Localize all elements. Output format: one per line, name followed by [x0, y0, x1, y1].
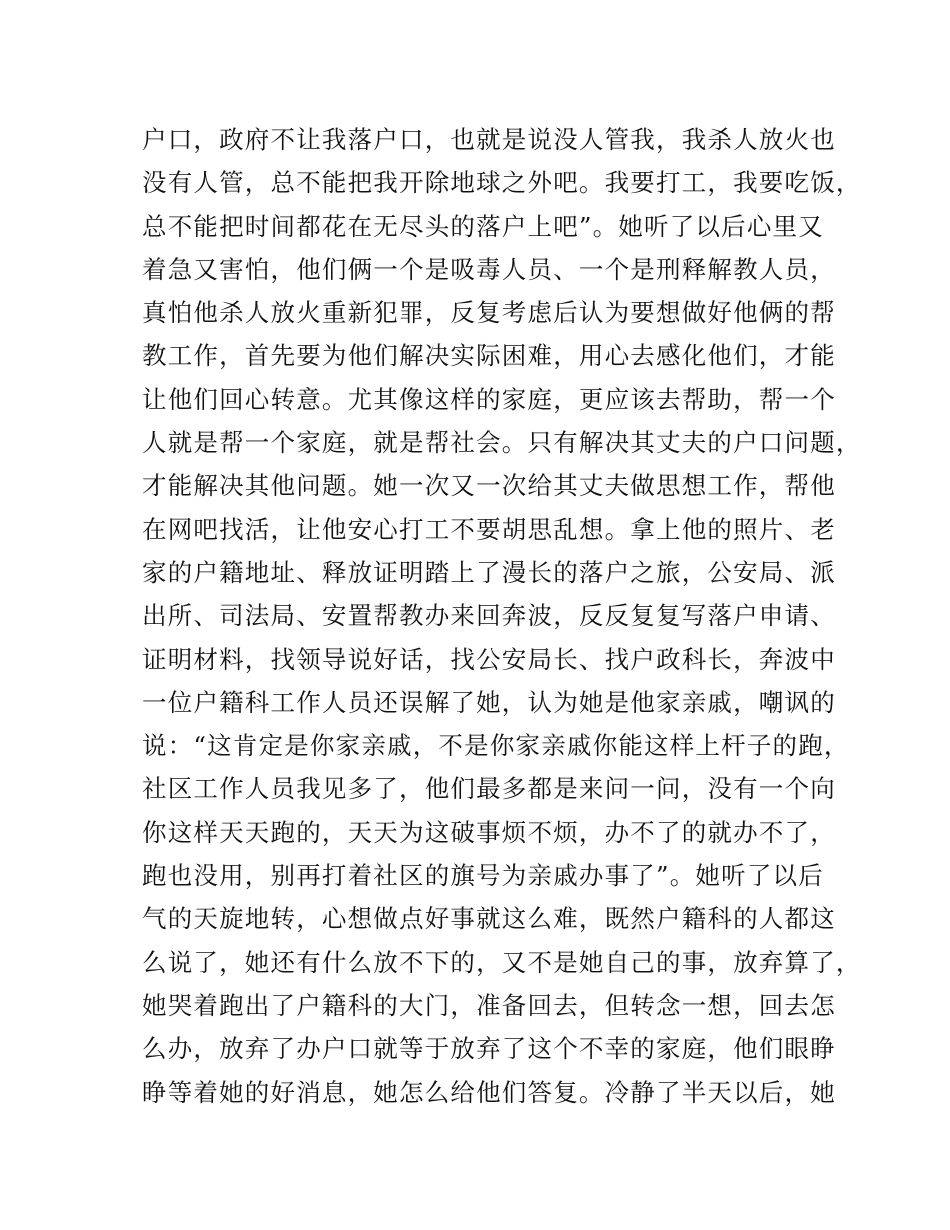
text-line: 教工作，首先要为他们解决实际困难，用心去感化他们，才能: [142, 341, 836, 371]
text-line: 证明材料，找领导说好话，找公安局长、找户政科长，奔波中: [142, 644, 836, 674]
text-line: 让他们回心转意。尤其像这样的家庭，更应该去帮助，帮一个: [142, 384, 836, 414]
text-line: 总不能把时间都花在无尽头的落户上吧”。她听了以后心里又: [142, 211, 824, 241]
text-line: 社区工作人员我见多了，他们最多都是来问一问，没有一个向: [142, 774, 836, 804]
body-text: [142, 118, 862, 1114]
text-line: 才能解决其他问题。她一次又一次给其丈夫做思想工作，帮他: [142, 471, 836, 501]
text-line: 她哭着跑出了户籍科的大门，准备回去，但转念一想，回去怎: [142, 990, 836, 1020]
text-line: 气的天旋地转，心想做点好事就这么难，既然户籍科的人都这: [142, 904, 836, 934]
text-line: 么说了，她还有什么放不下的，又不是她自己的事，放弃算了，: [142, 947, 862, 977]
text-line: 你这样天天跑的，天天为这破事烦不烦，办不了的就办不了，: [142, 817, 836, 847]
text-line: 出所、司法局、安置帮教办来回奔波，反反复复写落户申请、: [142, 601, 836, 631]
text-line: 说：“这肯定是你家亲戚，不是你家亲戚你能这样上杆子的跑，: [142, 731, 850, 761]
text-line: 一位户籍科工作人员还误解了她，认为她是他家亲戚，嘲讽的: [142, 687, 836, 717]
text-line: 么办，放弃了办户口就等于放弃了这个不幸的家庭，他们眼睁: [142, 1034, 836, 1064]
text-line: 真怕他杀人放火重新犯罪，反复考虑后认为要想做好他俩的帮: [142, 298, 836, 328]
text-line: 着急又害怕，他们俩一个是吸毒人员、一个是刑释解教人员，: [142, 254, 836, 284]
text-line: 跑也没用，别再打着社区的旗号为亲戚办事了”。她听了以后: [142, 861, 824, 891]
text-line: 户口，政府不让我落户口，也就是说没人管我，我杀人放火也: [142, 125, 836, 154]
text-line: 家的户籍地址、释放证明踏上了漫长的落户之旅，公安局、派: [142, 557, 836, 587]
text-line: 人就是帮一个家庭，就是帮社会。只有解决其丈夫的户口问题，: [142, 428, 862, 458]
text-line: 在网吧找活，让他安心打工不要胡思乱想。拿上他的照片、老: [142, 514, 836, 544]
text-line: 没有人管，总不能把我开除地球之外吧。我要打工，我要吃饭，: [142, 168, 862, 198]
text-line: 睁等着她的好消息，她怎么给他们答复。冷静了半天以后，她: [142, 1077, 836, 1107]
